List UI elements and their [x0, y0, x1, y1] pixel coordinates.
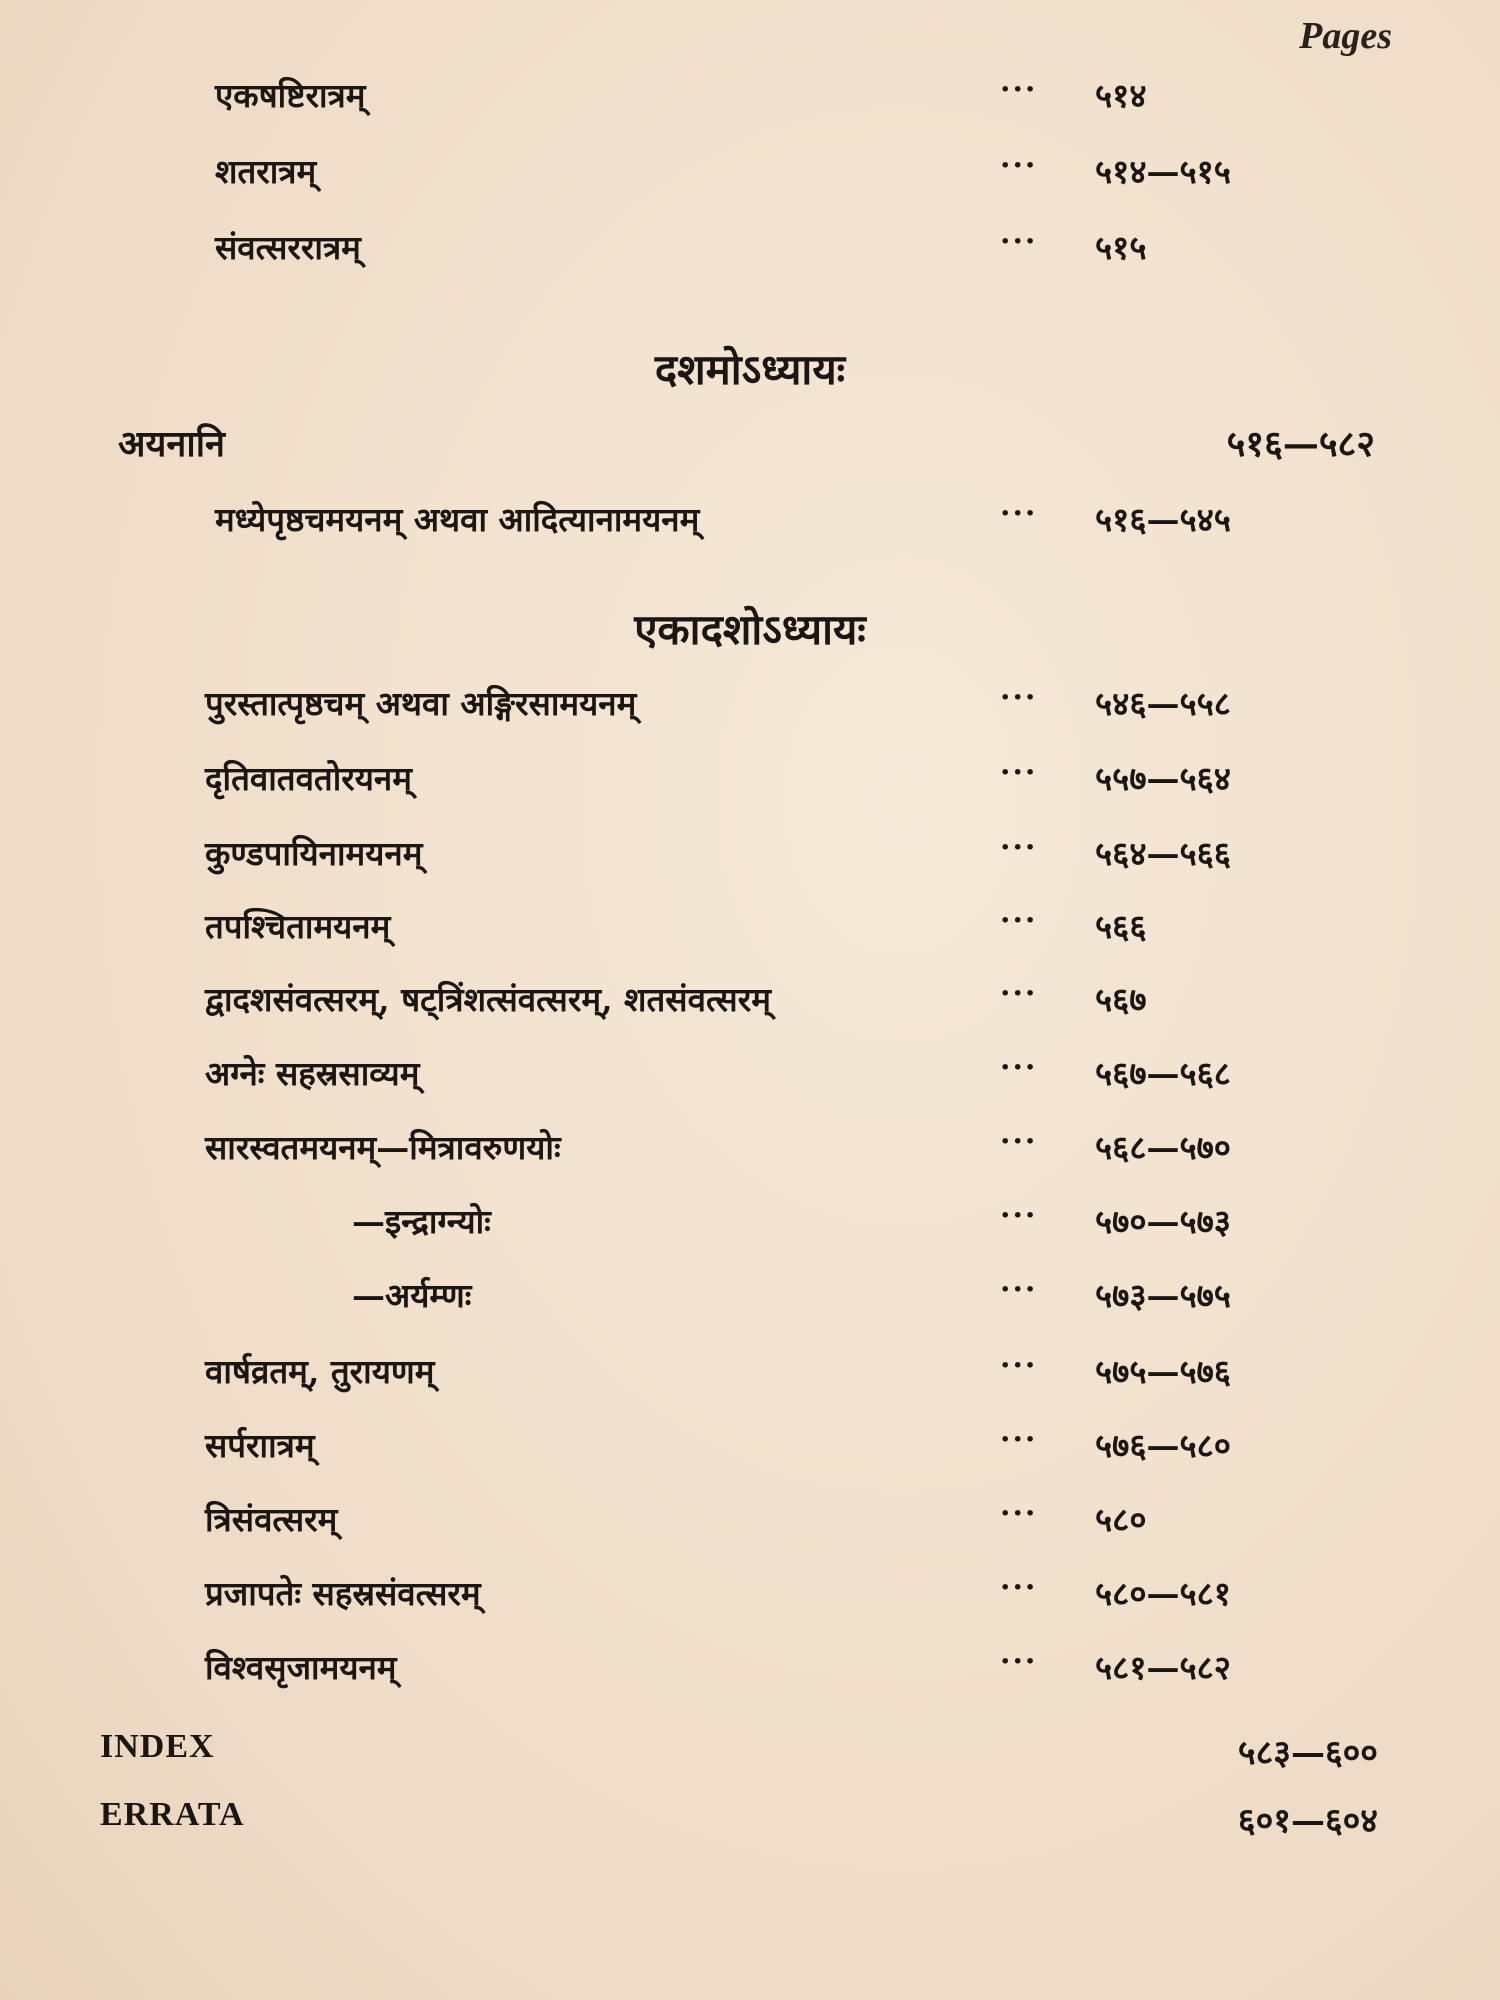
pages-column-header: Pages	[1299, 15, 1392, 57]
toc-entry	[0, 1422, 1500, 1482]
entry-pages: ५७५—५७६	[1095, 1352, 1231, 1391]
leader-dots: ···	[1000, 830, 1038, 865]
entry-pages: ५४६—५५८	[1095, 684, 1231, 723]
entry-title: संवत्सररात्रम्	[215, 228, 361, 267]
appendix-entry	[0, 1728, 1500, 1788]
toc-entry	[0, 903, 1500, 963]
toc-entry	[0, 1644, 1500, 1704]
entry-pages: ५७०—५७३	[1095, 1202, 1231, 1241]
toc-entry	[0, 1496, 1500, 1556]
toc-entry	[0, 1570, 1500, 1630]
leader-dots: ···	[1000, 72, 1038, 107]
leader-dots: ···	[1000, 976, 1038, 1011]
toc-entry	[0, 1198, 1500, 1258]
chapter-heading: दशमोऽध्यायः	[654, 345, 846, 394]
toc-entry	[0, 72, 1500, 132]
appendix-entry	[0, 1796, 1500, 1856]
section-pages: ५१६—५८२	[1226, 423, 1375, 465]
entry-title: शतरात्रम्	[215, 152, 317, 191]
leader-dots: ···	[1000, 680, 1038, 715]
entry-title: अग्नेः सहस्रसाव्यम्	[205, 1054, 420, 1093]
entry-pages: ५६७—५६८	[1095, 1054, 1231, 1093]
leader-dots: ···	[1000, 903, 1038, 938]
entry-title: —अर्यम्णः	[352, 1276, 472, 1315]
entry-pages: ५७६—५८०	[1095, 1426, 1231, 1465]
entry-title: एकषष्टिरात्रम्	[215, 76, 366, 115]
leader-dots: ···	[1000, 1124, 1038, 1159]
toc-entry	[0, 680, 1500, 740]
entry-pages: ५८०	[1095, 1500, 1147, 1539]
entry-pages: ५८१—५८२	[1095, 1648, 1231, 1687]
toc-entry	[0, 1050, 1500, 1110]
chapter-heading: एकादशोऽध्यायः	[634, 605, 866, 654]
entry-title: प्रजापतेः सहस्रसंवत्सरम्	[205, 1574, 481, 1613]
leader-dots: ···	[1000, 1348, 1038, 1383]
section-title: अयनानि	[118, 423, 225, 465]
toc-entry	[0, 496, 1500, 556]
entry-pages: ५८०—५८१	[1095, 1574, 1231, 1613]
entry-pages: ५१५	[1095, 228, 1147, 267]
leader-dots: ···	[1000, 1422, 1038, 1457]
leader-dots: ···	[1000, 1198, 1038, 1233]
appendix-title: INDEX	[100, 1728, 215, 1765]
entry-title: त्रिसंवत्सरम्	[205, 1500, 338, 1539]
leader-dots: ···	[1000, 1272, 1038, 1307]
leader-dots: ···	[1000, 755, 1038, 790]
leader-dots: ···	[1000, 496, 1038, 531]
appendix-title: ERRATA	[100, 1796, 245, 1833]
entry-pages: ५६४—५६६	[1095, 834, 1231, 873]
toc-entry	[0, 224, 1500, 284]
entry-pages: ५१४—५१५	[1095, 152, 1231, 191]
leader-dots: ···	[1000, 148, 1038, 183]
entry-pages: ५१६—५४५	[1095, 500, 1231, 539]
entry-title: मध्येपृष्ठचमयनम् अथवा आदित्यानामयनम्	[215, 500, 700, 539]
toc-entry	[0, 148, 1500, 208]
entry-title: तपश्चितामयनम्	[205, 907, 391, 946]
toc-entry	[0, 1272, 1500, 1332]
entry-pages: ५५७—५६४	[1095, 759, 1231, 798]
entry-title: द्वादशसंवत्सरम्, षट्त्रिंशत्संवत्सरम्, शतसंवत्सरम्	[205, 980, 771, 1019]
toc-entry	[0, 976, 1500, 1036]
entry-title: दृतिवातवतोरयनम्	[205, 759, 412, 798]
entry-pages: ५१४	[1095, 76, 1147, 115]
toc-entry	[0, 1124, 1500, 1184]
toc-entry	[0, 830, 1500, 890]
entry-title: कुण्डपायिनामयनम्	[205, 834, 423, 873]
appendix-pages: ६०१—६०४	[1237, 1801, 1378, 1841]
entry-title: वार्षव्रतम्, तुरायणम्	[205, 1352, 435, 1391]
toc-entry	[0, 755, 1500, 815]
appendix-pages: ५८३—६००	[1237, 1733, 1378, 1773]
leader-dots: ···	[1000, 1644, 1038, 1679]
entry-pages: ५६६	[1095, 907, 1147, 946]
entry-title: —इन्द्राग्न्योः	[352, 1202, 491, 1241]
entry-pages: ५६८—५७०	[1095, 1128, 1231, 1167]
entry-pages: ५६७	[1095, 980, 1147, 1019]
leader-dots: ···	[1000, 1496, 1038, 1531]
entry-title: पुरस्तात्पृष्ठचम् अथवा अङ्गिरसामयनम्	[205, 684, 637, 723]
section-entry	[0, 418, 1500, 478]
leader-dots: ···	[1000, 224, 1038, 259]
leader-dots: ···	[1000, 1050, 1038, 1085]
entry-title: सर्पराात्रम्	[205, 1426, 315, 1465]
leader-dots: ···	[1000, 1570, 1038, 1605]
entry-pages: ५७३—५७५	[1095, 1276, 1231, 1315]
entry-title: सारस्वतमयनम्—मित्रावरुणयोः	[205, 1128, 561, 1167]
toc-entry	[0, 1348, 1500, 1408]
entry-title: विश्वसृजामयनम्	[205, 1648, 397, 1687]
